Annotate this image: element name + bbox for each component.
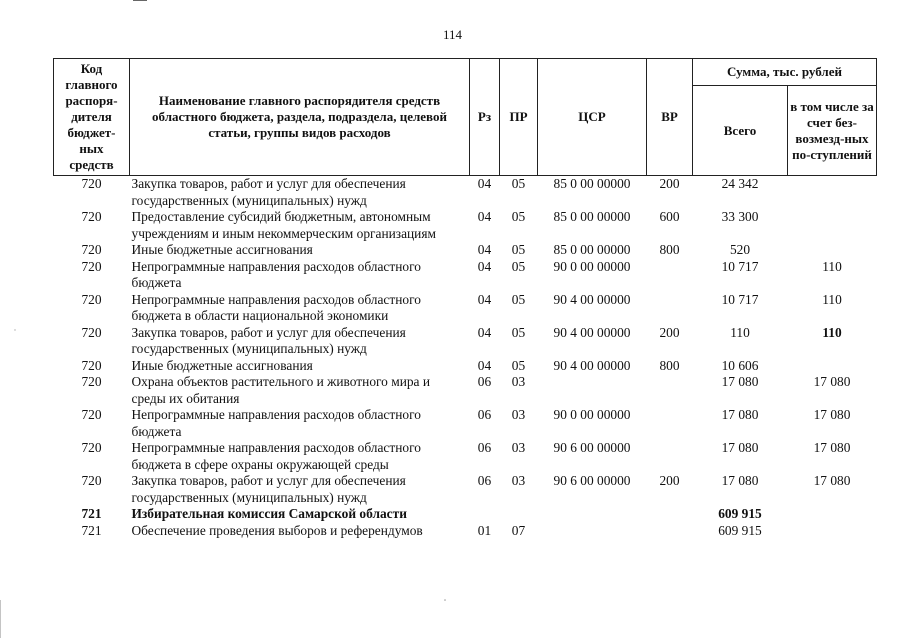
cell-pr: 03 [511,374,526,389]
cell-vr [647,440,693,473]
table-row [54,473,877,506]
cell-total: 24 342 [721,176,759,191]
table-row [54,506,877,523]
table-row [54,292,877,325]
cell-vr: 800 [659,242,680,257]
cell-pr: 05 [511,176,526,191]
cell-name: Предоставление субсидий бюджетным, автономным учреждениям и иным некоммерческим организациям [131,209,436,241]
cell-csr: 85 0 00 00000 [553,242,631,257]
cell-pr: 07 [511,522,526,538]
cell-code: 720 [81,357,102,373]
cell-csr: 85 0 00 00000 [553,209,631,224]
cell-total: 10 606 [721,357,759,373]
cell-pr: 05 [511,291,526,307]
cell-rz: 06 [477,407,492,422]
cell-grant [788,209,877,242]
header-code: Код главного распоря-дителя бюджет-ных средств [54,59,130,176]
header-sum: Сумма, тыс. рублей [693,59,877,86]
cell-vr: 200 [659,324,680,340]
table-row [54,440,877,473]
cell-name: Обеспечение проведения выборов и референдумов [131,522,423,538]
cell-vr: 600 [659,209,680,224]
cell-code: 720 [81,209,102,224]
cell-vr: 200 [659,473,680,488]
cell-grant: 17 080 [813,440,851,455]
header-pr: ПР [500,59,538,176]
cell-grant [788,176,877,210]
cell-name: Охрана объектов растительного и животного мира и среды их обитания [131,374,431,406]
cell-name: Непрограммные направления расходов областного бюджета [131,407,421,439]
cell-code: 720 [81,374,102,389]
table-row [54,523,877,540]
cell-vr [647,407,693,440]
header-vr: ВР [647,59,693,176]
header-csr: ЦСР [538,59,647,176]
cell-grant: 110 [822,324,842,340]
cell-name: Непрограммные направления расходов областного бюджета в области национальной экономики [131,291,421,323]
cell-csr: 90 4 00 00000 [553,324,631,340]
cell-csr: 90 6 00 00000 [553,440,631,455]
cell-csr: 90 4 00 00000 [553,357,631,373]
cell-grant: 17 080 [813,407,851,422]
table-row [54,209,877,242]
cell-total: 10 717 [721,258,759,274]
cell-pr: 03 [511,473,526,488]
table-row [54,242,877,259]
cell-name: Избирательная комиссия Самарской области [131,506,407,521]
cell-grant: 110 [822,258,842,274]
cell-grant: 110 [822,291,842,307]
cell-code: 720 [81,258,102,274]
cell-rz: 04 [477,324,492,340]
header-total: Всего [693,86,788,176]
cell-grant: 17 080 [813,374,851,389]
cell-name: Непрограммные направления расходов областного бюджета [131,258,421,290]
cell-csr [538,523,647,540]
cell-grant [788,358,877,375]
cell-total: 17 080 [721,473,759,488]
cell-pr: 05 [511,209,526,224]
cell-rz: 04 [477,176,492,191]
cell-rz: 04 [477,242,492,257]
cell-pr: 05 [511,357,526,373]
table-row [54,325,877,358]
table-row [54,358,877,375]
cell-pr: 05 [511,258,526,274]
cell-name: Непрограммные направления расходов областного бюджета в сфере охраны окружающей среды [131,440,421,472]
cell-csr: 85 0 00 00000 [553,176,631,191]
cell-csr [538,506,647,523]
budget-table [53,58,877,539]
table-row [54,374,877,407]
table-row [54,176,877,210]
cell-rz: 04 [477,291,492,307]
cell-pr: 03 [511,440,526,455]
cell-pr: 03 [511,407,526,422]
cell-csr [538,374,647,407]
cell-name: Закупка товаров, работ и услуг для обеспечения государственных (муниципальных) нужд [131,473,406,505]
cell-total: 17 080 [721,440,759,455]
cell-total: 609 915 [718,506,762,521]
cell-total: 17 080 [721,374,759,389]
cell-total: 520 [729,242,751,257]
cell-rz: 04 [477,258,492,274]
cell-rz: 04 [477,357,492,373]
cell-vr [647,259,693,292]
header-name: Наименование главного распорядителя средств областного бюджета, раздела, подраздела, целевой статьи, группы видов расходов [130,59,470,176]
cell-name: Иные бюджетные ассигнования [131,357,313,373]
cell-code: 720 [81,440,102,455]
cell-code: 720 [81,176,102,191]
cell-csr: 90 0 00 00000 [553,407,631,422]
cell-pr: 05 [511,324,526,340]
cell-csr: 90 4 00 00000 [553,291,631,307]
cell-grant: 17 080 [813,473,851,488]
cell-rz: 06 [477,473,492,488]
cell-vr [647,523,693,540]
cell-vr [647,374,693,407]
cell-code: 720 [81,407,102,422]
cell-grant [788,242,877,259]
cell-total: 110 [730,324,750,340]
table-header [54,59,877,176]
header-rz: Рз [470,59,500,176]
cell-vr: 200 [659,176,680,191]
cell-vr [647,292,693,325]
cell-code: 721 [81,506,102,521]
cell-pr: 05 [511,242,526,257]
cell-rz: 06 [477,374,492,389]
cell-code: 721 [81,522,102,538]
cell-code: 720 [81,291,102,307]
cell-total: 609 915 [718,522,762,538]
cell-total: 33 300 [721,209,759,224]
cell-code: 720 [81,242,102,257]
header-grant: в том числе за счет без-возмезд-ных по-ступлений [788,86,877,176]
cell-name: Закупка товаров, работ и услуг для обеспечения государственных (муниципальных) нужд [131,324,406,356]
cell-vr: 800 [659,357,680,373]
table-body [54,176,877,540]
cell-rz: 04 [477,209,492,224]
cell-name: Закупка товаров, работ и услуг для обеспечения государственных (муниципальных) нужд [131,176,406,208]
cell-total: 10 717 [721,291,759,307]
cell-vr [647,506,693,523]
cell-rz [470,506,500,523]
cell-csr: 90 0 00 00000 [553,258,631,274]
cell-rz: 01 [477,522,492,538]
table-row [54,407,877,440]
cell-code: 720 [81,473,102,488]
table-row [54,259,877,292]
cell-rz: 06 [477,440,492,455]
cell-csr: 90 6 00 00000 [553,473,631,488]
page-number: 114 [442,27,463,42]
cell-code: 720 [81,324,102,340]
cell-name: Иные бюджетные ассигнования [131,242,313,257]
cell-grant [788,506,877,523]
cell-total: 17 080 [721,407,759,422]
cell-pr [500,506,538,523]
scan-mark [133,0,147,1]
cell-grant [788,523,877,540]
